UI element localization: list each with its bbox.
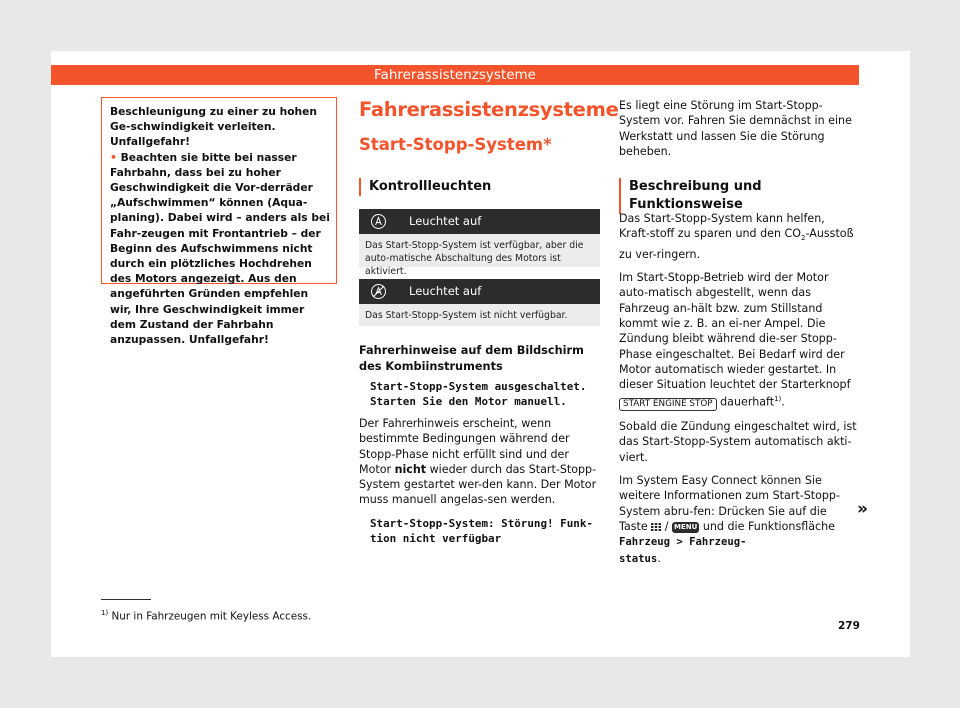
p2-text: Im Start-Stopp-Betrieb wird der Motor auto-matisch abgestellt, wenn das Fahrzeug an-hält bzw. zum Stillstand kommt wie z. B. an ei-ner Ampel. Die Zündung bleibt während die-ser Stopp-Phase eingeschaltet. Bei Bedarf wird der Motor automatisch wieder gestartet. In dieser Situation leuchtet der Starterknopf [619,271,851,392]
start-stop-a-icon [370,213,387,230]
lamp-row-2-header [359,279,600,304]
warning-bullet-text: Beachten sie bitte bei nasser Fahrbahn, dass bei zu hoher Geschwindigkeit die Vor-derräder „Aufschwimmen“ können (Aqua-planing). Dabei wird – anders als bei Fahr-zeugen mit Frontantrieb – der Beginn des Aufschwimmens nicht durch ein plötzliches Hochdrehen des Motors angezeigt. Aus den angeführten Gründen empfehlen wir, Ihre Geschwindigkeit immer dem Zustand der Fahrbahn anzupassen. Unfallgefahr! [110,150,330,347]
description-p3: Sobald die Zündung eingeschaltet wird, ist das Start-Stopp-System automatisch akti-viert. [619,420,857,464]
footnote-rule [101,599,151,600]
driver-message-1-line-1: Start-Stopp-System ausgeschaltet. [370,380,587,393]
menu-button-icon: MENU [674,522,698,531]
section-titles [359,97,619,156]
para-bold: nicht [394,462,427,476]
driver-notes-paragraph [359,416,602,508]
description-body [619,211,857,575]
section-title: Fahrerassistenzsysteme [359,98,619,121]
lamp-row-1-text: Das Start-Stopp-System ist verfügbar, aber die auto-matische Abschaltung des Motors ist aktiviert. [359,234,600,267]
p2-end: dauerhaft [716,396,775,410]
lamp-row-1-header [359,209,600,234]
p1-text: Das Start-Stopp-System kann helfen, Kraft-stoff zu sparen und den CO [619,212,825,241]
start-engine-stop-key: START ENGINE STOP [619,398,717,411]
driver-message-1 [370,379,602,409]
footnote-text: Nur in Fahrzeugen mit Keyless Access. [111,610,312,623]
para-text: Der Fahrerhinweis erscheint, wenn bestimmte Bedingungen während der Stopp-Phase nicht erfüllt sind und der Motor [359,417,570,476]
chapter-header: Fahrerassistenzsysteme [51,65,859,85]
section-subtitle: Start-Stopp-System* [359,135,552,154]
description-heading: Beschreibung und Funktionsweise [619,178,867,214]
p4-text: Im System Easy Connect können Sie weitere Informationen zum Start-Stopp-System abru-fen: Drücken Sie auf die Taste [619,474,840,533]
warning-intro: Beschleunigung zu einer zu hohen Ge-schwindigkeit verleiten. Unfallgefahr! [110,105,318,149]
driver-message-2-line-2: tion nicht verfügbar [370,532,502,545]
warning-bullet [110,150,330,348]
page-number: 279 [838,620,860,632]
lamp-1-label: Leuchtet auf [409,214,482,228]
apps-grid-icon [651,523,661,531]
vehicle-status-path-cont: status [619,552,658,565]
p2-dot: . [781,396,785,410]
p4-slash: / [661,519,673,533]
driver-message-2 [370,516,602,546]
driver-message-2-line-1: Start-Stopp-System: Störung! Funk- [370,517,593,530]
description-p1 [619,211,857,262]
para-text-cont: wieder durch das Start-Stopp-System gestartet wer-den kann. Der Motor muss manuell angelas-sen werden. [359,462,597,507]
footnote-ref: 1) [774,395,782,404]
description-p2 [619,270,857,411]
driver-notes-title: Fahrerhinweise auf dem Bildschirm des Kombiinstruments [359,344,584,373]
lamps-heading: Kontrollleuchten [359,178,610,196]
co2-subscript: 2 [801,234,806,243]
footnote [101,606,311,623]
driver-message-1-line-2: Starten Sie den Motor manuell. [370,395,567,408]
p4-end: . [657,551,661,565]
vehicle-status-path: Fahrzeug > Fahrzeug- [619,536,747,549]
p1-text-cont: -Ausstoß zu ver-ringern. [619,227,854,261]
fault-paragraph: Es liegt eine Störung im Start-Stopp-System vor. Fahren Sie demnächst in eine Werkstatt und lassen Sie die Störung beheben. [619,99,852,158]
description-p4 [619,473,857,567]
p4-text-cont: und die Funktionsfläche [699,519,835,533]
continue-mark: » [857,499,868,519]
lamp-row-2-text: Das Start-Stopp-System ist nicht verfügbar. [359,304,600,326]
lamp-2-label: Leuchtet auf [409,284,482,298]
bullet-icon: • [110,150,117,164]
start-stop-a-crossed-icon [370,283,387,300]
warning-box [101,97,337,347]
footnote-marker: 1) [101,609,109,617]
